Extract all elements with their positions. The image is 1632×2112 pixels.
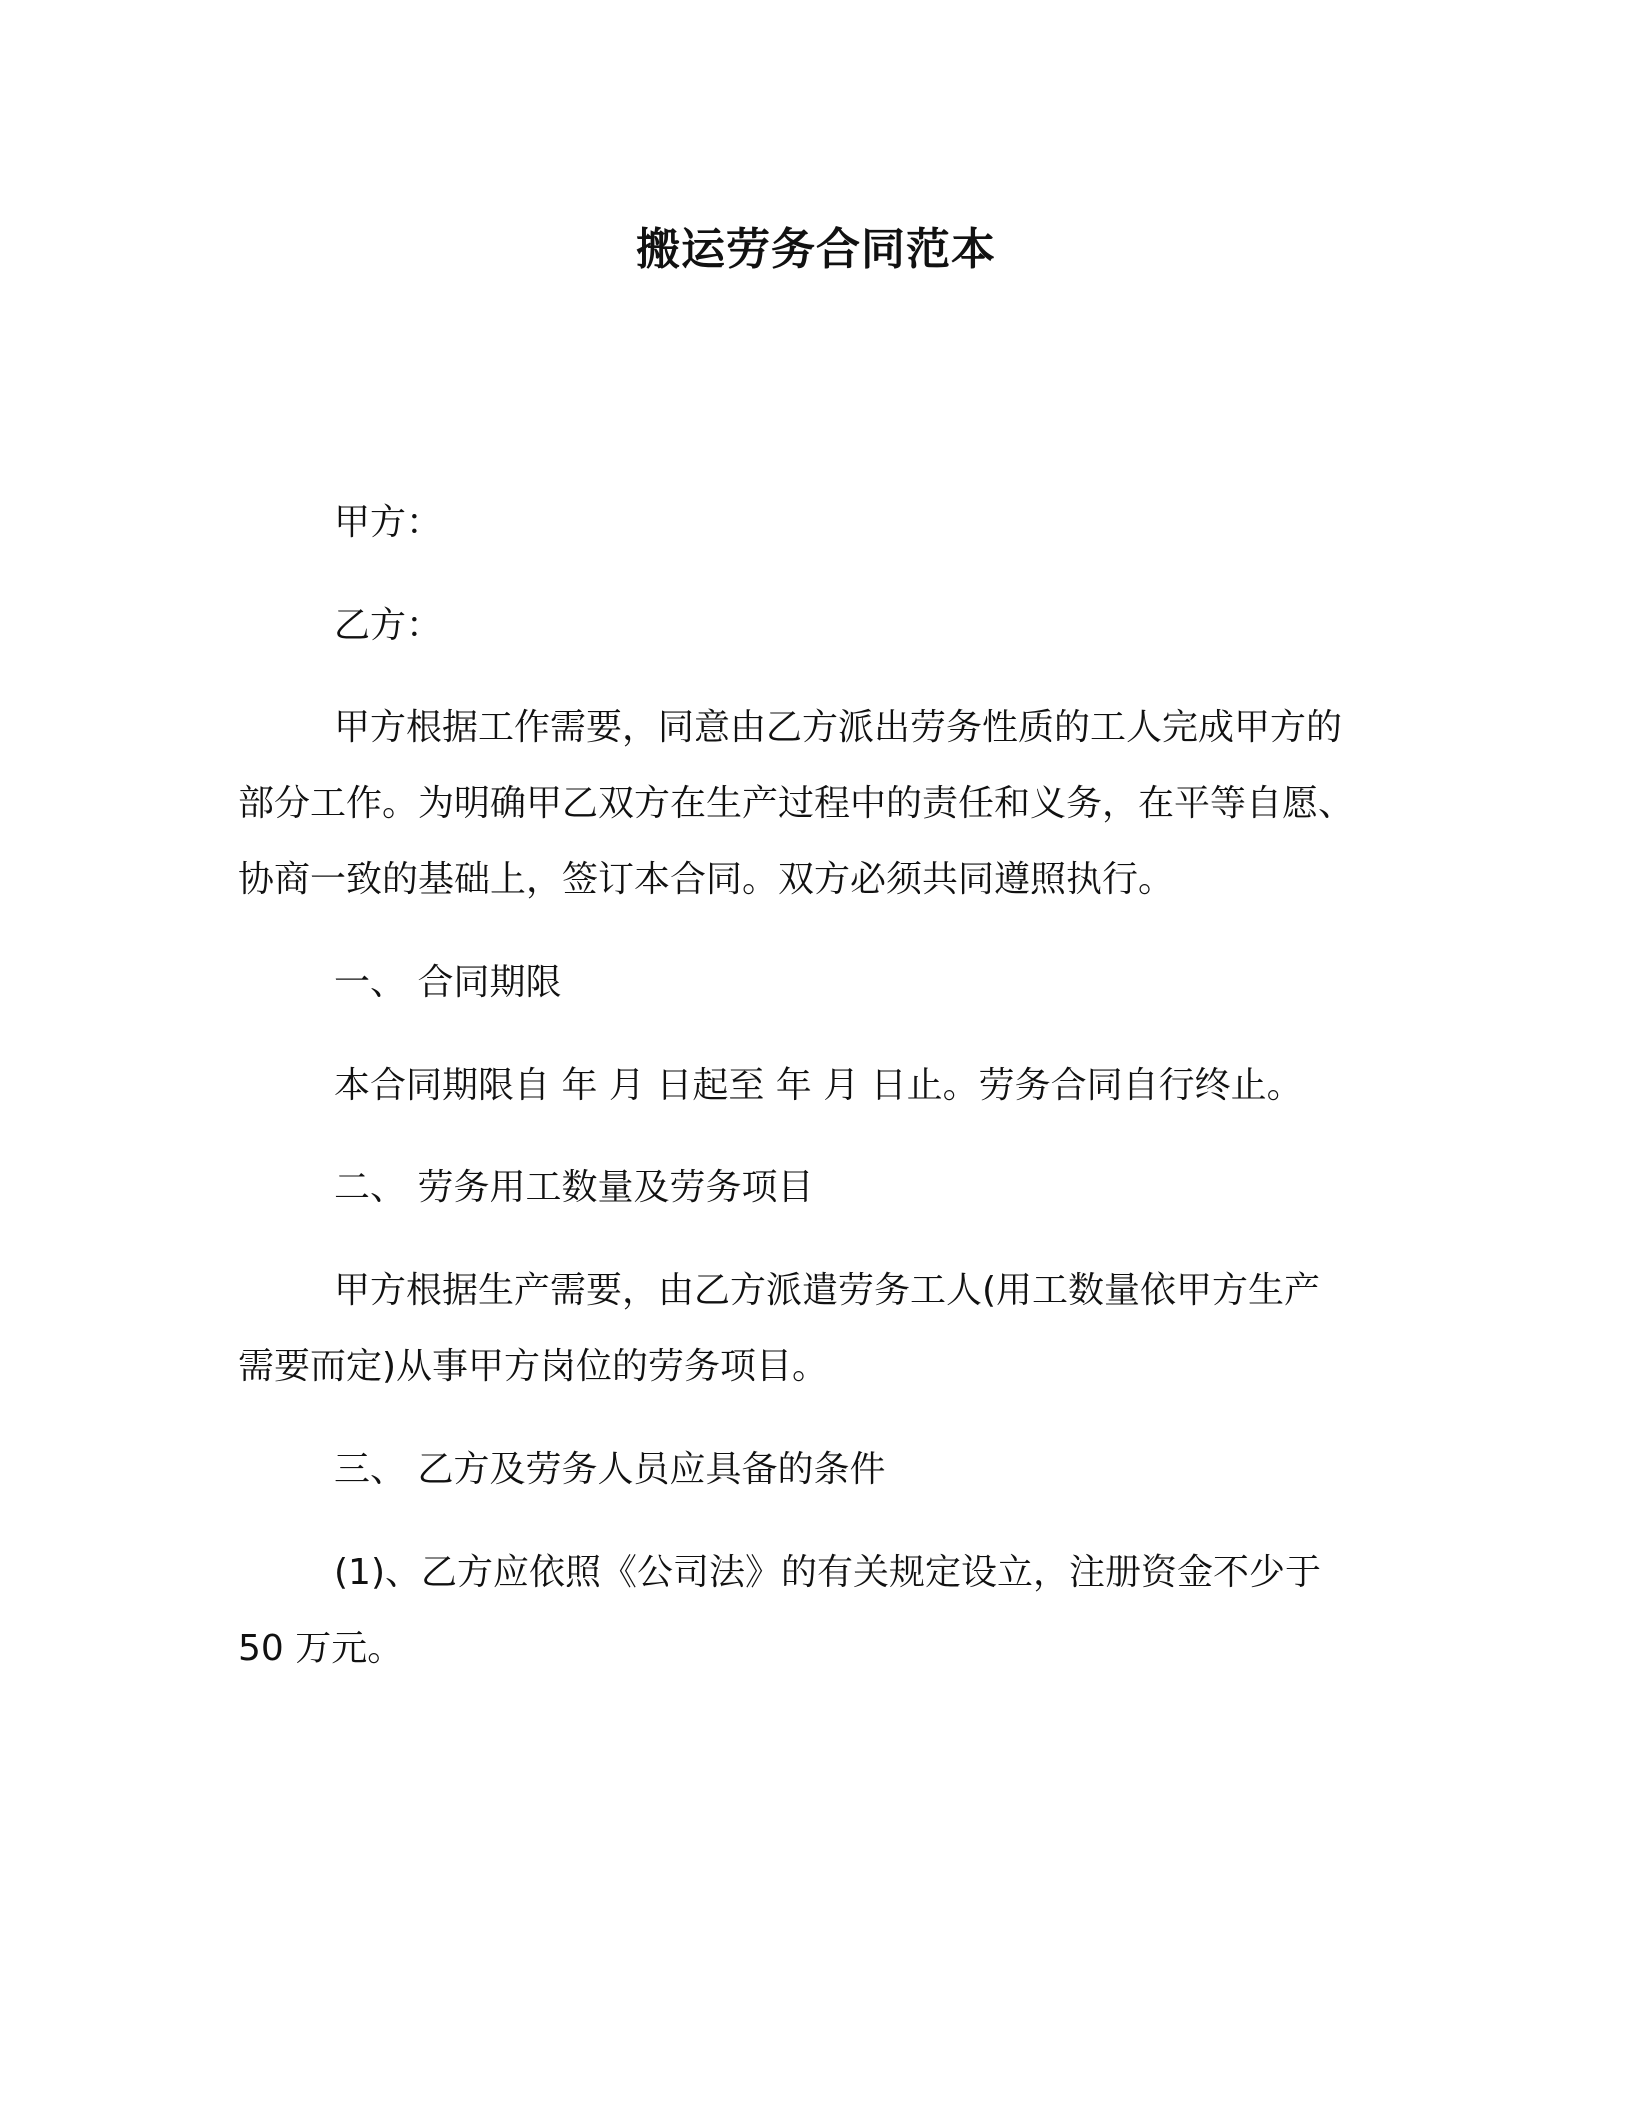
- section-1-heading: 一、 合同期限: [334, 962, 562, 1003]
- party-b-label: 乙方：: [334, 605, 443, 646]
- intro-line-1: 甲方根据工作需要，同意由乙方派出劳务性质的工人完成甲方的: [334, 707, 1343, 748]
- intro-line-3: 协商一致的基础上，签订本合同。双方必须共同遵照执行。: [238, 859, 1175, 900]
- section-2-text-line-2: 需要而定)从事甲方岗位的劳务项目。: [238, 1346, 829, 1387]
- section-3-heading: 三、 乙方及劳务人员应具备的条件: [334, 1449, 886, 1490]
- section-3-item-1-line-2: 50 万元。: [238, 1628, 404, 1669]
- intro-line-2: 部分工作。为明确甲乙双方在生产过程中的责任和义务，在平等自愿、: [238, 783, 1355, 824]
- document-title: 搬运劳务合同范本: [636, 224, 996, 275]
- section-2-heading: 二、 劳务用工数量及劳务项目: [334, 1167, 814, 1208]
- section-1-text: 本合同期限自 年 月 日起至 年 月 日止。劳务合同自行终止。: [334, 1065, 1303, 1106]
- section-3-item-1-line-1: (1)、乙方应依照《公司法》的有关规定设立，注册资金不少于: [334, 1552, 1321, 1593]
- party-a-label: 甲方：: [334, 502, 443, 543]
- section-2-text-line-1: 甲方根据生产需要，由乙方派遣劳务工人(用工数量依甲方生产: [334, 1270, 1321, 1311]
